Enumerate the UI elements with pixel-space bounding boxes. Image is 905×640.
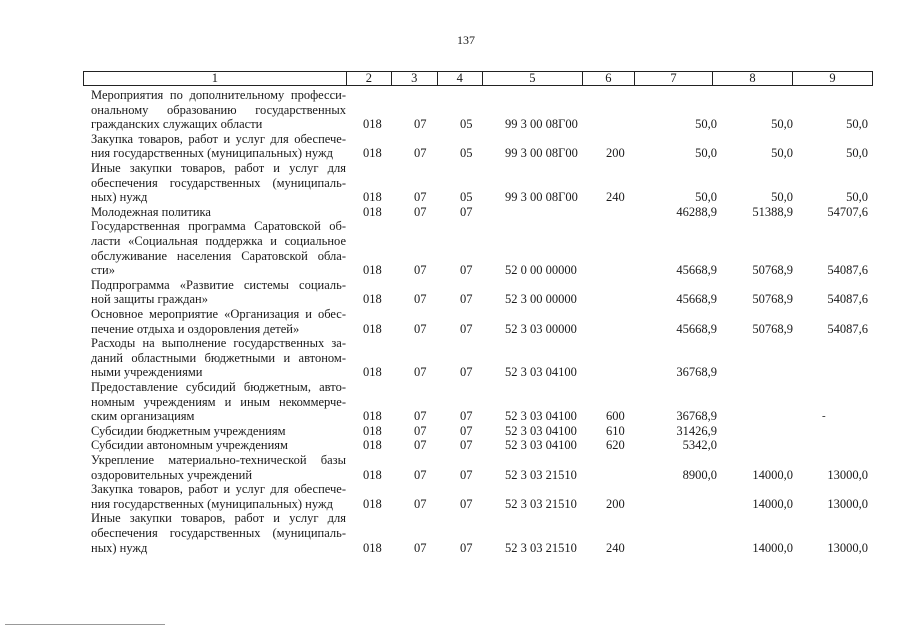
description-line: обслуживание населения Саратовской обла- — [91, 248, 346, 263]
cell-c6: 600 — [606, 409, 625, 424]
description-line: ональному образованию государственных — [91, 102, 346, 117]
description-line: печение отдыха и оздоровления детей» — [91, 321, 300, 336]
cell-c6: 200 — [606, 496, 625, 511]
row-description — [91, 205, 346, 220]
description-line: Государственная программа Саратовской об- — [91, 219, 346, 234]
cell-c2: 018 — [363, 365, 382, 380]
cell-c6: 240 — [606, 190, 625, 205]
cell-c7: 45668,9 — [676, 321, 717, 336]
cell-c9: 54707,6 — [827, 204, 868, 219]
cell-c2: 018 — [363, 423, 382, 438]
page-number: 137 — [457, 33, 475, 47]
cell-c8: 50,0 — [771, 146, 793, 161]
cell-c5: 52 3 03 21510 — [505, 540, 577, 555]
cell-c3: 07 — [414, 496, 427, 511]
description-line: оздоровительных учреждений — [91, 467, 253, 482]
cell-c9: 54087,6 — [827, 321, 868, 336]
cell-c7: 46288,9 — [676, 204, 717, 219]
cell-c5: 99 3 00 08Г00 — [505, 146, 578, 161]
description-line: ния государственных (муниципальных) нужд — [91, 496, 333, 511]
description-line: Субсидии бюджетным учреждениям — [91, 423, 286, 438]
cell-c4: 07 — [460, 263, 473, 278]
cell-c2: 018 — [363, 190, 382, 205]
cell-c4: 07 — [460, 496, 473, 511]
cell-c3: 07 — [414, 190, 427, 205]
cell-c3: 07 — [414, 321, 427, 336]
description-line: Закупка товаров, работ и услуг для обеспече- — [91, 482, 346, 497]
description-line: даний областными бюджетными и автоном- — [91, 350, 346, 365]
description-line: ния государственных (муниципальных) нужд — [91, 146, 333, 161]
cell-c9: 13000,0 — [827, 496, 868, 511]
row-description — [91, 336, 346, 380]
cell-c9: 13000,0 — [827, 540, 868, 555]
description-line: обеспечения государственных (муниципаль- — [91, 175, 346, 190]
cell-c9: 54087,6 — [827, 292, 868, 307]
cell-c5: 99 3 00 08Г00 — [505, 190, 578, 205]
row-description — [91, 482, 346, 511]
cell-c2: 018 — [363, 204, 382, 219]
cell-c8: 50768,9 — [752, 263, 793, 278]
cell-c3: 07 — [414, 146, 427, 161]
row-description — [91, 511, 346, 555]
cell-c9: 50,0 — [846, 117, 868, 132]
row-description — [91, 424, 346, 439]
cell-c3: 07 — [414, 263, 427, 278]
cell-c5: 52 3 03 04100 — [505, 409, 577, 424]
cell-c2: 018 — [363, 146, 382, 161]
cell-c7: 36768,9 — [676, 409, 717, 424]
header-cell-4: 4 — [437, 72, 482, 85]
description-line: ласти «Социальная поддержка и социальное — [91, 233, 346, 248]
cell-c7: 45668,9 — [676, 263, 717, 278]
cell-c5: 52 3 03 00000 — [505, 321, 577, 336]
cell-c2: 018 — [363, 409, 382, 424]
cell-c7: 5342,0 — [682, 438, 717, 453]
cell-c4: 05 — [460, 190, 473, 205]
description-line: Подпрограмма «Развитие системы социаль- — [91, 277, 346, 292]
cell-c8: 14000,0 — [752, 540, 793, 555]
header-cell-7: 7 — [634, 72, 712, 85]
header-cell-8: 8 — [712, 72, 792, 85]
row-description — [91, 132, 346, 161]
table-header — [83, 71, 873, 86]
cell-c6: 620 — [606, 438, 625, 453]
cell-c7: 50,0 — [695, 190, 717, 205]
description-line: Основное мероприятие «Организация и обес- — [91, 307, 346, 321]
cell-c2: 018 — [363, 540, 382, 555]
cell-c3: 07 — [414, 409, 427, 424]
cell-c8: 50768,9 — [752, 292, 793, 307]
description-line: ским организациям — [91, 409, 195, 424]
cell-c2: 018 — [363, 321, 382, 336]
cell-c5: 52 3 03 21510 — [505, 467, 577, 482]
cell-c7: 36768,9 — [676, 365, 717, 380]
cell-c4: 07 — [460, 321, 473, 336]
description-line: обеспечения государственных (муниципаль- — [91, 525, 346, 540]
header-cell-9: 9 — [792, 72, 872, 85]
cell-c5: 52 0 00 00000 — [505, 263, 577, 278]
cell-c7: 45668,9 — [676, 292, 717, 307]
cell-c7: 31426,9 — [676, 423, 717, 438]
cell-c5: 52 3 03 04100 — [505, 365, 577, 380]
footer-line — [5, 624, 165, 625]
cell-c4: 07 — [460, 409, 473, 424]
description-line: сти» — [91, 263, 115, 278]
cell-c2: 018 — [363, 117, 382, 132]
cell-c7: 50,0 — [695, 117, 717, 132]
cell-c5: 99 3 00 08Г00 — [505, 117, 578, 132]
description-line: Молодежная политика — [91, 204, 211, 219]
cell-c3: 07 — [414, 204, 427, 219]
header-cell-2: 2 — [346, 72, 391, 85]
cell-c2: 018 — [363, 263, 382, 278]
cell-c8: 50768,9 — [752, 321, 793, 336]
cell-c4: 07 — [460, 540, 473, 555]
cell-c6: 200 — [606, 146, 625, 161]
cell-c4: 07 — [460, 292, 473, 307]
header-cell-5: 5 — [482, 72, 582, 85]
cell-c3: 07 — [414, 467, 427, 482]
cell-c8: 50,0 — [771, 117, 793, 132]
cell-c6: 240 — [606, 540, 625, 555]
row-description — [91, 161, 346, 205]
header-cell-6: 6 — [582, 72, 634, 85]
cell-c4: 07 — [460, 423, 473, 438]
description-line: ных) нужд — [91, 190, 148, 205]
cell-c7: 8900,0 — [682, 467, 717, 482]
cell-c9: 13000,0 — [827, 467, 868, 482]
cell-c2: 018 — [363, 438, 382, 453]
cell-c6: 610 — [606, 423, 625, 438]
description-line: Иные закупки товаров, работ и услуг для — [91, 161, 346, 175]
cell-c2: 018 — [363, 467, 382, 482]
row-description — [91, 438, 346, 453]
cell-c3: 07 — [414, 292, 427, 307]
cell-c5: 52 3 00 00000 — [505, 292, 577, 307]
cell-c3: 07 — [414, 365, 427, 380]
stray-mark: - — [822, 410, 826, 422]
description-line: ных) нужд — [91, 540, 148, 555]
row-description — [91, 307, 346, 336]
cell-c3: 07 — [414, 423, 427, 438]
description-line: Предоставление субсидий бюджетным, авто- — [91, 380, 346, 394]
description-line: гражданских служащих области — [91, 117, 263, 132]
cell-c3: 07 — [414, 540, 427, 555]
cell-c4: 07 — [460, 204, 473, 219]
cell-c7: 50,0 — [695, 146, 717, 161]
cell-c8: 51388,9 — [752, 204, 793, 219]
row-description — [91, 380, 346, 424]
description-line: Субсидии автономным учреждениям — [91, 438, 288, 453]
row-description — [91, 88, 346, 132]
cell-c5: 52 3 03 21510 — [505, 496, 577, 511]
cell-c2: 018 — [363, 292, 382, 307]
row-description — [91, 453, 346, 482]
cell-c3: 07 — [414, 438, 427, 453]
row-description — [91, 219, 346, 277]
cell-c4: 05 — [460, 146, 473, 161]
cell-c4: 07 — [460, 365, 473, 380]
description-line: Иные закупки товаров, работ и услуг для — [91, 511, 346, 526]
description-line: ными учреждениями — [91, 365, 203, 380]
cell-c9: 50,0 — [846, 146, 868, 161]
cell-c2: 018 — [363, 496, 382, 511]
cell-c8: 50,0 — [771, 190, 793, 205]
description-line: Расходы на выполнение государственных за- — [91, 336, 346, 351]
description-line: номным учреждениям и иным некоммерче- — [91, 394, 346, 409]
cell-c8: 14000,0 — [752, 496, 793, 511]
row-description — [91, 278, 346, 307]
cell-c5: 52 3 03 04100 — [505, 438, 577, 453]
description-line: Закупка товаров, работ и услуг для обеспече- — [91, 131, 346, 146]
header-cell-3: 3 — [391, 72, 436, 85]
cell-c4: 07 — [460, 467, 473, 482]
cell-c5: 52 3 03 04100 — [505, 423, 577, 438]
header-cell-1: 1 — [211, 71, 218, 85]
cell-c4: 05 — [460, 117, 473, 132]
description-line: Мероприятия по дополнительному професси- — [91, 88, 346, 102]
cell-c9: 50,0 — [846, 190, 868, 205]
description-line: Укрепление материально-технической базы — [91, 453, 346, 467]
description-line: ной защиты граждан» — [91, 292, 208, 307]
cell-c8: 14000,0 — [752, 467, 793, 482]
cell-c3: 07 — [414, 117, 427, 132]
cell-c4: 07 — [460, 438, 473, 453]
cell-c9: 54087,6 — [827, 263, 868, 278]
